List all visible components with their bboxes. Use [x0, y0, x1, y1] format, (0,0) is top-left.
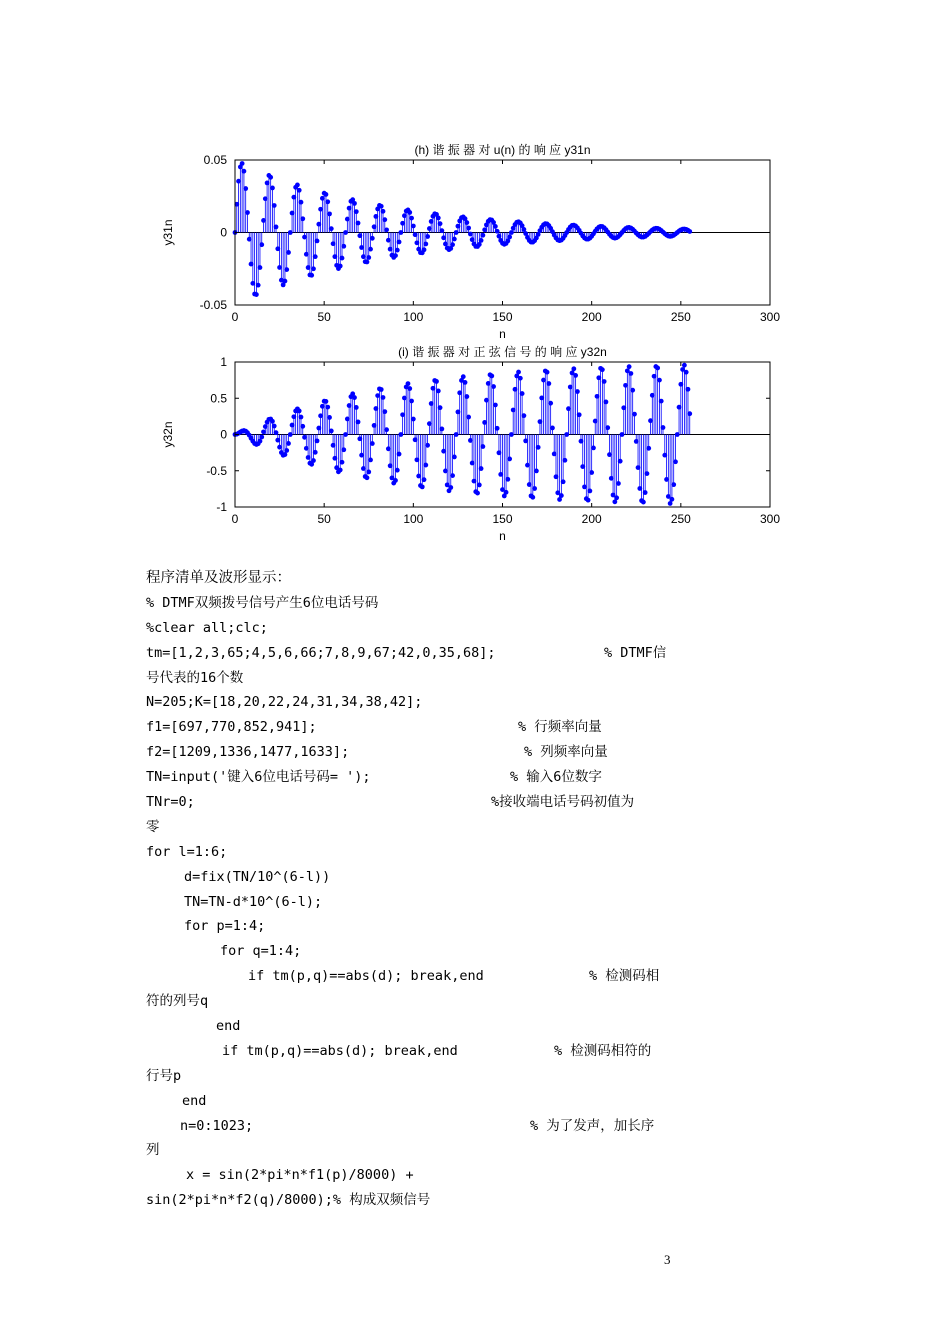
stem-marker [327, 415, 332, 420]
code-line [146, 964, 706, 989]
chart-title: (h) 谐 振 器 对 u(n) 的 响 应 y31n [414, 143, 591, 157]
stem-marker [258, 439, 263, 444]
stem-marker [258, 265, 263, 270]
code-line [146, 641, 706, 666]
stem-marker [393, 478, 398, 483]
stem-marker [495, 426, 500, 431]
y-tick-label: 1 [220, 355, 227, 369]
stem-marker [480, 444, 485, 449]
stem-marker [329, 226, 334, 231]
stem-marker [268, 175, 273, 180]
x-tick-label: 300 [759, 310, 781, 324]
stem-marker [422, 477, 427, 482]
stem-marker [463, 380, 468, 385]
code-text: 号代表的16个数 [146, 669, 244, 686]
code-line [146, 1014, 706, 1039]
stem-marker [491, 384, 496, 389]
stem-marker [614, 495, 619, 500]
stem-marker [559, 493, 564, 498]
stem-marker [461, 374, 466, 379]
code-text: end [216, 1018, 241, 1035]
code-lines [146, 591, 706, 1213]
code-line [146, 666, 706, 691]
stem-marker [352, 395, 357, 400]
stem-marker [530, 495, 535, 500]
code-comment: % 检测码相 [589, 968, 660, 985]
stem-marker [600, 367, 605, 372]
code-text: sin(2*pi*n*f2(q)/8000);% 构成双频信号 [146, 1192, 431, 1209]
code-text: TNr=0; [146, 794, 195, 811]
stem-marker [589, 470, 594, 475]
code-line [146, 989, 706, 1014]
x-tick-label: 50 [317, 512, 331, 526]
code-line [146, 616, 706, 641]
code-line [146, 1039, 706, 1064]
code-line [146, 815, 706, 840]
x-tick-label: 0 [231, 512, 239, 526]
stem-marker [604, 400, 609, 405]
y-tick-label: 0 [220, 225, 227, 240]
code-comment: % 列频率向量 [524, 744, 608, 761]
x-tick-label: 0 [231, 310, 239, 324]
stem-marker [605, 425, 610, 430]
stem-marker [477, 483, 482, 488]
x-tick-label: 200 [581, 512, 602, 526]
stem-marker [661, 425, 666, 430]
stem-marker [354, 405, 359, 410]
stem-marker [283, 452, 288, 457]
stem-marker [450, 473, 455, 478]
stem-plot-svg [150, 140, 800, 345]
stem-marker [325, 199, 330, 204]
stem-marker [324, 399, 329, 404]
stem-marker [422, 247, 427, 252]
y-axis-label: y31n [161, 219, 175, 246]
stem-marker [340, 460, 345, 465]
stem-marker [313, 254, 318, 259]
code-line [146, 1138, 706, 1163]
stem-marker [382, 217, 387, 222]
stem-marker [479, 238, 484, 243]
code-text: n=0:1023; [180, 1117, 254, 1134]
stem-marker [687, 229, 692, 234]
code-line [146, 690, 706, 715]
stem-marker [587, 489, 592, 494]
stem-marker [240, 161, 245, 166]
stem-marker [425, 443, 430, 448]
stem-marker [641, 500, 646, 505]
stem-marker [561, 479, 566, 484]
code-comment: % 检测码相符的 [554, 1042, 652, 1059]
program-listing [146, 566, 706, 1213]
stem-marker [395, 468, 400, 473]
stem-marker [480, 233, 485, 238]
stem-marker [489, 374, 494, 379]
code-text: for p=1:4; [184, 918, 266, 935]
stem-marker [286, 441, 291, 446]
stem-marker [522, 227, 527, 232]
stem-marker [356, 420, 361, 425]
stem-marker [448, 485, 453, 490]
code-text: TN=input('键入6位电话号码= '); [146, 769, 371, 786]
stem-marker [536, 445, 541, 450]
stem-marker [673, 459, 678, 464]
stem-marker [522, 413, 527, 418]
stem-marker [395, 248, 400, 253]
chart-i-resonator-sine-response [150, 342, 800, 547]
code-comment: % 行频率向量 [518, 719, 602, 736]
stem-marker [668, 501, 673, 506]
code-text: 零 [146, 818, 160, 835]
stem-marker [550, 426, 555, 431]
stem-marker [507, 457, 512, 462]
stem-marker [545, 370, 550, 375]
stem-marker [370, 441, 375, 446]
stem-marker [274, 430, 279, 435]
stem-plot-svg [150, 342, 800, 547]
x-axis-label: n [499, 327, 506, 341]
code-text: if tm(p,q)==abs(d); break,end [248, 968, 484, 985]
code-line [146, 840, 706, 865]
x-tick-label: 50 [317, 310, 331, 324]
stem-marker [313, 450, 318, 455]
stem-marker [393, 253, 398, 258]
y-tick-label: -0.5 [206, 463, 227, 478]
code-line [146, 914, 706, 939]
y-tick-label: 0.5 [210, 391, 227, 406]
stem-marker [327, 211, 332, 216]
stem-marker [324, 192, 329, 197]
stem-marker [379, 204, 384, 209]
stem-marker [368, 247, 373, 252]
x-tick-label: 100 [403, 512, 424, 526]
stem-marker [632, 412, 637, 417]
stem-marker [407, 210, 412, 215]
code-text: x = sin(2*pi*n*f1(p)/8000) + [186, 1167, 414, 1184]
stem-marker [438, 221, 443, 226]
stem-series [233, 161, 693, 297]
stem-marker [409, 399, 414, 404]
stem-marker [645, 471, 650, 476]
code-line [146, 1163, 706, 1188]
stem-marker [397, 240, 402, 245]
code-line [146, 1114, 706, 1139]
stem-marker [464, 394, 469, 399]
stem-marker [409, 216, 414, 221]
stem-marker [352, 201, 357, 206]
code-text: %clear all;clc; [146, 619, 268, 636]
stem-marker [657, 378, 662, 383]
stem-marker [436, 389, 441, 394]
code-text: for q=1:4; [220, 943, 302, 960]
code-line [146, 765, 706, 790]
stem-marker [284, 448, 289, 453]
stem-marker [479, 466, 484, 471]
y-tick-label: -1 [216, 500, 227, 514]
stem-marker [272, 203, 277, 208]
code-text: for l=1:6; [146, 843, 228, 860]
stem-marker [368, 457, 373, 462]
stem-marker [365, 475, 370, 480]
stem-marker [397, 452, 402, 457]
code-text: % DTMF双频拨号信号产生6位电话号码 [146, 594, 379, 611]
stem-marker [407, 386, 412, 391]
y-tick-label: 0.05 [203, 153, 227, 167]
stem-marker [450, 242, 455, 247]
x-tick-label: 100 [403, 310, 424, 324]
stem-marker [563, 458, 568, 463]
stem-marker [493, 224, 498, 229]
code-line [146, 1089, 706, 1114]
stem-marker [325, 405, 330, 410]
code-text: TN=TN-d*10^(6-l); [184, 893, 323, 910]
stem-marker [655, 366, 660, 371]
stem-marker [286, 250, 291, 255]
stem-marker [577, 412, 582, 417]
stem-marker [338, 468, 343, 473]
stem-marker [284, 267, 289, 272]
stem-marker [616, 481, 621, 486]
stem-marker [295, 183, 300, 188]
x-axis-label: n [499, 529, 506, 543]
stem-marker [586, 498, 591, 503]
stem-marker [630, 388, 635, 393]
y-axis-label: y32n [161, 421, 175, 448]
code-line [146, 1064, 706, 1089]
stem-marker [354, 209, 359, 214]
x-tick-label: 250 [670, 310, 691, 324]
stem-marker [425, 234, 430, 239]
stem-marker [309, 273, 314, 278]
stem-marker [315, 438, 320, 443]
x-tick-label: 300 [759, 512, 781, 526]
page-number: 3 [664, 1252, 671, 1267]
stem-marker [452, 237, 457, 242]
code-text: 行号p [146, 1067, 182, 1084]
stem-marker [329, 428, 334, 433]
stem-marker [245, 210, 250, 215]
stem-marker [366, 470, 371, 475]
stem-marker [548, 401, 553, 406]
code-line [146, 890, 706, 915]
stem-marker [591, 446, 596, 451]
x-tick-label: 250 [670, 512, 691, 526]
stem-marker [411, 417, 416, 422]
stem-marker [452, 455, 457, 460]
code-text: 列 [146, 1142, 160, 1159]
stem-marker [283, 279, 288, 284]
stem-marker [602, 379, 607, 384]
stem-marker [493, 403, 498, 408]
stem-marker [571, 366, 576, 371]
code-line [146, 1188, 706, 1213]
stem-marker [505, 477, 510, 482]
stem-marker [382, 409, 387, 414]
stem-marker [573, 373, 578, 378]
code-text: if tm(p,q)==abs(d); break,end [222, 1042, 458, 1059]
stem-marker [646, 446, 651, 451]
stem-marker [475, 491, 480, 496]
stem-marker [439, 228, 444, 233]
stem-marker [299, 415, 304, 420]
stem-marker [520, 391, 525, 396]
code-line [146, 740, 706, 765]
code-line [146, 865, 706, 890]
code-line [146, 939, 706, 964]
x-tick-label: 200 [581, 310, 602, 324]
stem-marker [259, 435, 264, 440]
stem-marker [438, 405, 443, 410]
code-text: d=fix(TN/10^(6-l)) [184, 868, 331, 885]
code-text: 符的列号q [146, 993, 209, 1010]
stem-marker [270, 419, 275, 424]
stem-marker [341, 244, 346, 249]
stem-marker [420, 484, 425, 489]
stem-marker [381, 395, 386, 400]
stem-marker [686, 387, 691, 392]
code-text: end [182, 1092, 207, 1109]
stem-marker [272, 424, 277, 429]
y-tick-label: 0 [220, 427, 227, 442]
code-comment: % DTMF信 [604, 644, 667, 661]
code-comment: % 输入6位数字 [510, 769, 602, 786]
stem-marker [356, 221, 361, 226]
stem-marker [379, 387, 384, 392]
stem-marker [546, 381, 551, 386]
stem-marker [338, 264, 343, 269]
stem-marker [687, 411, 692, 416]
y-tick-label: -0.05 [199, 298, 227, 312]
stem-marker [411, 224, 416, 229]
stem-marker [466, 415, 471, 420]
x-tick-label: 150 [492, 512, 513, 526]
stem-marker [340, 256, 345, 261]
code-text: f1=[697,770,852,941]; [146, 719, 317, 736]
section-heading: 程序清单及波形显示： [146, 570, 291, 586]
stem-marker [534, 469, 539, 474]
stem-marker [518, 376, 523, 381]
stem-marker [575, 389, 580, 394]
stem-marker [466, 226, 471, 231]
stem-marker [256, 283, 261, 288]
stem-marker [300, 216, 305, 221]
stem-marker [311, 458, 316, 463]
stem-marker [274, 225, 279, 230]
stem-marker [384, 427, 389, 432]
stem-marker [423, 463, 428, 468]
code-text: N=205;K=[18,20,22,24,31,34,38,42]; [146, 694, 423, 711]
stem-marker [406, 381, 411, 386]
code-comment: %接收端电话号码初值为 [491, 794, 635, 811]
stem-marker [659, 399, 664, 404]
stem-marker [627, 364, 632, 369]
stem-marker [384, 227, 389, 232]
stem-marker [464, 220, 469, 225]
code-comment: % 为了发声，加长序 [530, 1117, 655, 1134]
stem-marker [341, 447, 346, 452]
stem-marker [643, 490, 648, 495]
x-tick-label: 150 [492, 310, 513, 324]
stem-marker [507, 235, 512, 240]
stem-marker [618, 459, 623, 464]
stem-marker [370, 236, 375, 241]
chart-h-resonator-step-response [150, 140, 800, 345]
stem-marker [436, 216, 441, 221]
code-line [146, 591, 706, 616]
stem-marker [684, 370, 689, 375]
stem-marker [381, 209, 386, 214]
stem-marker [259, 242, 264, 247]
chart-title: (i) 谐 振 器 对 正 弦 信 号 的 响 应 y32n [398, 345, 607, 359]
stem-marker [365, 260, 370, 265]
stem-marker [315, 239, 320, 244]
stem-marker [297, 409, 302, 414]
stem-marker [439, 426, 444, 431]
stem-marker [242, 169, 247, 174]
stem-marker [366, 255, 371, 260]
stem-marker [311, 266, 316, 271]
stem-marker [243, 186, 248, 191]
code-text: f2=[1209,1336,1477,1633]; [146, 744, 350, 761]
stem-marker [270, 186, 275, 191]
stem-marker [423, 242, 428, 247]
stem-marker [300, 424, 305, 429]
stem-marker [297, 188, 302, 193]
stem-marker [682, 363, 687, 368]
stem-marker [670, 497, 675, 502]
stem-marker [299, 200, 304, 205]
stem-marker [671, 482, 676, 487]
code-line [146, 790, 706, 815]
code-line [146, 715, 706, 740]
stem-marker [516, 370, 521, 375]
stem-marker [629, 371, 634, 376]
stem-marker [532, 486, 537, 491]
stem-marker [254, 292, 259, 297]
stem-marker [504, 490, 509, 495]
code-text: tm=[1,2,3,65;4,5,6,66;7,8,9,67;42,0,35,68]; [146, 644, 496, 661]
stem-marker [434, 379, 439, 384]
